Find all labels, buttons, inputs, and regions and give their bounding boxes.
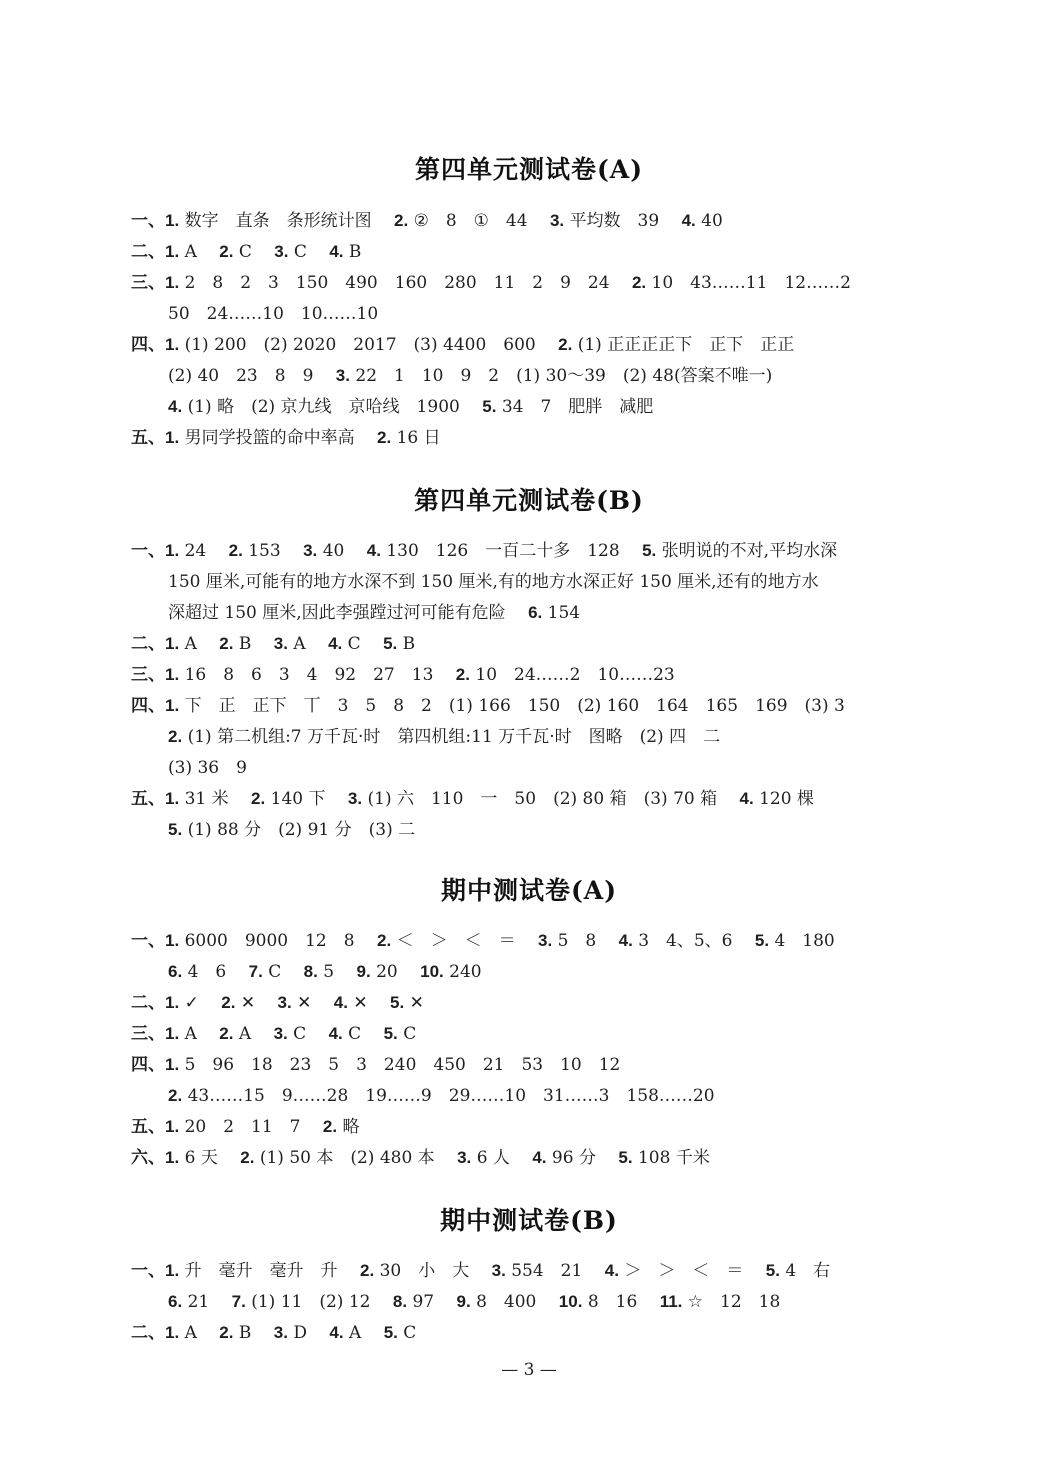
section-title: 期中测试卷(A) bbox=[440, 876, 618, 905]
question-number: 2. bbox=[360, 1261, 375, 1280]
answer-text: 22 1 10 9 2 (1) 30～39 (2) 48(答案不唯一) bbox=[355, 366, 773, 386]
part-label: 三、 bbox=[131, 1024, 165, 1044]
answer-text: B bbox=[238, 634, 252, 654]
question-number: 1. bbox=[165, 1117, 180, 1136]
section-title: 第四单元测试卷(A) bbox=[414, 155, 644, 184]
question-number: 4. bbox=[532, 1148, 547, 1167]
answer-line bbox=[131, 1322, 416, 1344]
section-title: 第四单元测试卷(B) bbox=[414, 486, 644, 515]
question-number: 8. bbox=[303, 962, 318, 981]
question-number: 1. bbox=[165, 1261, 180, 1280]
part-label: 五、 bbox=[131, 428, 165, 448]
answer-text: C bbox=[293, 242, 307, 262]
question-number: 1. bbox=[165, 1055, 180, 1074]
answer-text: 50 24……10 10……10 bbox=[168, 304, 379, 324]
answer-text: C bbox=[238, 242, 252, 262]
question-number: 2. bbox=[221, 993, 236, 1012]
part-label: 一、 bbox=[131, 931, 165, 951]
part-label: 六、 bbox=[131, 1148, 165, 1168]
question-number: 1. bbox=[165, 428, 180, 447]
question-number: 1. bbox=[165, 665, 180, 684]
question-number: 2. bbox=[228, 541, 243, 560]
question-number: 4. bbox=[328, 634, 343, 653]
question-number: 4. bbox=[739, 789, 754, 808]
answer-text: 平均数 39 bbox=[569, 211, 660, 231]
question-number: 2. bbox=[558, 335, 573, 354]
answer-line bbox=[168, 303, 378, 325]
part-label: 二、 bbox=[131, 634, 165, 654]
answer-text: 140 下 bbox=[270, 789, 326, 809]
question-number: 2. bbox=[251, 789, 266, 808]
answer-text: 20 2 11 7 bbox=[184, 1117, 301, 1137]
answer-text: 21 bbox=[187, 1292, 210, 1312]
question-number: 5. bbox=[168, 820, 183, 839]
answer-text: ✕ bbox=[353, 993, 368, 1013]
answer-text: A bbox=[293, 634, 306, 654]
question-number: 1. bbox=[165, 993, 180, 1012]
answer-text: (1) 六 110 一 50 (2) 80 箱 (3) 70 箱 bbox=[367, 789, 718, 809]
answer-text: 16 8 6 3 4 92 27 13 bbox=[184, 665, 434, 685]
answer-text: (1) 88 分 (2) 91 分 (3) 二 bbox=[187, 820, 416, 840]
answer-text: A bbox=[349, 1323, 362, 1343]
question-number: 5. bbox=[390, 993, 405, 1012]
question-number: 1. bbox=[165, 242, 180, 261]
answer-text: ② 8 ① 44 bbox=[413, 211, 528, 231]
answer-line bbox=[131, 210, 723, 232]
answer-line bbox=[131, 1116, 360, 1138]
part-label: 三、 bbox=[131, 665, 165, 685]
answer-text: ✕ bbox=[240, 993, 256, 1013]
answer-text: 30 小 大 bbox=[379, 1261, 470, 1281]
question-number: 2. bbox=[455, 665, 470, 684]
question-number: 7. bbox=[248, 962, 263, 981]
question-number: 2. bbox=[376, 931, 392, 950]
answer-text: (3) 36 9 bbox=[168, 758, 247, 778]
answer-text: 554 21 bbox=[511, 1261, 583, 1281]
question-number: 6. bbox=[168, 962, 183, 981]
answer-line bbox=[131, 427, 441, 449]
question-number: 5. bbox=[383, 1024, 398, 1043]
question-number: 1. bbox=[165, 634, 180, 653]
answer-text: (1) 正正正正下 正下 正正 bbox=[577, 335, 795, 355]
answer-text: 153 bbox=[248, 541, 281, 561]
answer-text: 16 日 bbox=[396, 428, 441, 448]
question-number: 3. bbox=[273, 634, 288, 653]
answer-text: 4 180 bbox=[774, 931, 835, 951]
answer-text: 张明说的不对,平均水深 bbox=[661, 541, 838, 561]
answer-text: 8 16 bbox=[587, 1292, 638, 1312]
answer-text: C bbox=[403, 1024, 417, 1044]
question-number: 1. bbox=[165, 931, 180, 950]
question-number: 4. bbox=[328, 1024, 343, 1043]
part-label: 一、 bbox=[131, 211, 165, 231]
answer-text: B bbox=[348, 242, 362, 262]
question-number: 7. bbox=[231, 1292, 246, 1311]
answer-text: 8 400 bbox=[476, 1292, 537, 1312]
answer-line bbox=[131, 695, 845, 717]
question-number: 4. bbox=[681, 211, 696, 230]
part-label: 一、 bbox=[131, 541, 165, 561]
question-number: 4. bbox=[168, 397, 183, 416]
question-number: 1. bbox=[165, 1323, 180, 1342]
question-number: 2. bbox=[377, 428, 392, 447]
part-label: 二、 bbox=[131, 1323, 165, 1343]
answer-text: 154 bbox=[547, 603, 581, 623]
question-number: 3. bbox=[274, 242, 289, 261]
question-number: 3. bbox=[303, 541, 318, 560]
question-number: 2. bbox=[219, 634, 234, 653]
answer-text: 3 4、5、6 bbox=[638, 931, 733, 951]
question-number: 10. bbox=[420, 962, 444, 981]
answer-text: 20 bbox=[376, 962, 398, 982]
answer-text: 34 7 肥胖 减肥 bbox=[501, 397, 654, 417]
question-number: 10. bbox=[558, 1292, 583, 1311]
part-label: 二、 bbox=[131, 993, 165, 1013]
answer-text: A bbox=[184, 634, 197, 654]
answer-text: 43……15 9……28 19……9 29……10 31……3 158……20 bbox=[187, 1086, 715, 1106]
answer-text: 120 棵 bbox=[759, 789, 814, 809]
answer-text: 5 8 bbox=[557, 931, 597, 951]
question-number: 1. bbox=[165, 696, 180, 715]
question-number: 3. bbox=[347, 789, 363, 808]
answer-text: ✕ bbox=[297, 993, 312, 1013]
answer-text: ✓ bbox=[184, 993, 199, 1013]
answer-text: ☆ 12 18 bbox=[687, 1292, 781, 1312]
answer-text: (1) 200 (2) 2020 2017 (3) 4400 600 bbox=[184, 335, 536, 355]
answer-text: (2) 40 23 8 9 bbox=[168, 366, 314, 386]
answer-text: 深超过 150 厘米,因此李强蹚过河可能有危险 bbox=[168, 603, 506, 623]
answer-line bbox=[131, 930, 835, 952]
answer-text: C bbox=[268, 962, 282, 982]
answer-line bbox=[131, 272, 851, 294]
question-number: 5. bbox=[482, 397, 497, 416]
answer-text: B bbox=[238, 1323, 252, 1343]
answer-line bbox=[168, 1291, 780, 1313]
question-number: 4. bbox=[333, 993, 348, 1012]
answer-line bbox=[168, 819, 415, 841]
answer-text: C bbox=[293, 1024, 307, 1044]
answer-text: 96 分 bbox=[551, 1148, 596, 1168]
section-title: 期中测试卷(B) bbox=[440, 1206, 618, 1235]
answer-line bbox=[131, 664, 675, 686]
answer-text: (1) 11 (2) 12 bbox=[251, 1292, 371, 1312]
answer-text: 数字 直条 条形统计图 bbox=[184, 211, 372, 231]
answer-text: ＜ ＞ ＜ ＝ bbox=[396, 931, 516, 951]
question-number: 8. bbox=[392, 1292, 408, 1311]
question-number: 3. bbox=[549, 211, 565, 230]
question-number: 4. bbox=[604, 1261, 619, 1280]
part-label: 五、 bbox=[131, 1117, 165, 1137]
question-number: 1. bbox=[165, 789, 180, 808]
answer-text: 4 右 bbox=[785, 1261, 831, 1281]
part-label: 五、 bbox=[131, 789, 165, 809]
part-label: 四、 bbox=[131, 335, 165, 355]
question-number: 5. bbox=[754, 931, 770, 950]
answer-text: A bbox=[238, 1024, 252, 1044]
answer-line bbox=[131, 1147, 710, 1169]
question-number: 1. bbox=[165, 211, 180, 230]
question-number: 2. bbox=[394, 211, 409, 230]
answer-text: 5 96 18 23 5 3 240 450 21 53 10 12 bbox=[184, 1055, 621, 1075]
answer-text: D bbox=[293, 1323, 308, 1343]
question-number: 5. bbox=[383, 1323, 398, 1342]
answer-text: B bbox=[402, 634, 416, 654]
question-number: 2. bbox=[168, 1086, 183, 1105]
answer-text: ✕ bbox=[409, 993, 424, 1013]
question-number: 5. bbox=[765, 1261, 780, 1280]
page-number: — 3 — bbox=[501, 1360, 557, 1380]
question-number: 2. bbox=[631, 273, 647, 292]
answer-line bbox=[131, 633, 415, 655]
answer-text: 97 bbox=[412, 1292, 435, 1312]
answer-line bbox=[168, 365, 772, 387]
question-number: 4. bbox=[366, 541, 381, 560]
answer-text: 130 126 一百二十多 128 bbox=[386, 541, 620, 561]
question-number: 3. bbox=[537, 931, 553, 950]
answer-text: 2 8 2 3 150 490 160 280 11 2 9 24 bbox=[184, 273, 610, 293]
question-number: 2. bbox=[219, 242, 234, 261]
answer-line bbox=[131, 788, 814, 810]
answer-text: 5 bbox=[323, 962, 335, 982]
question-number: 5. bbox=[383, 634, 398, 653]
answer-line bbox=[168, 396, 653, 418]
answer-text: A bbox=[184, 1024, 197, 1044]
answer-text: 6000 9000 12 8 bbox=[184, 931, 355, 951]
answer-line bbox=[131, 1260, 830, 1282]
question-number: 3. bbox=[273, 1024, 288, 1043]
answer-line bbox=[168, 961, 482, 983]
question-number: 1. bbox=[165, 1024, 180, 1043]
question-number: 1. bbox=[165, 335, 180, 354]
answer-line bbox=[131, 992, 424, 1014]
answer-text: 男同学投篮的命中率高 bbox=[184, 428, 355, 448]
answer-text: (1) 第二机组:7 万千瓦·时 第四机组:11 万千瓦·时 图略 (2) 四 二 bbox=[187, 727, 721, 747]
question-number: 3. bbox=[457, 1148, 472, 1167]
question-number: 5. bbox=[642, 541, 657, 560]
answer-text: A bbox=[184, 1323, 197, 1343]
answer-line bbox=[131, 334, 794, 356]
answer-line bbox=[131, 1054, 620, 1076]
answer-text: 下 正 正下 丅 3 5 8 2 (1) 166 150 (2) 160 164 165 169 (3) 3 bbox=[184, 696, 845, 716]
answer-line bbox=[131, 540, 837, 562]
question-number: 3. bbox=[273, 1323, 288, 1342]
answer-text: 40 bbox=[701, 211, 723, 231]
answer-text: 10 43……11 12……2 bbox=[651, 273, 851, 293]
answer-text: 31 米 bbox=[184, 789, 229, 809]
question-number: 2. bbox=[240, 1148, 255, 1167]
question-number: 3. bbox=[335, 366, 350, 385]
part-label: 一、 bbox=[131, 1261, 165, 1281]
answer-text: C bbox=[403, 1323, 417, 1343]
answer-text: 240 bbox=[449, 962, 482, 982]
question-number: 4. bbox=[618, 931, 633, 950]
question-number: 2. bbox=[219, 1024, 234, 1043]
question-number: 5. bbox=[618, 1148, 633, 1167]
question-number: 1. bbox=[165, 1148, 180, 1167]
answer-text: (1) 略 (2) 京九线 京哈线 1900 bbox=[187, 397, 460, 417]
question-number: 2. bbox=[168, 727, 183, 746]
answer-line bbox=[168, 571, 819, 593]
answer-text: 108 千米 bbox=[637, 1148, 710, 1168]
answer-line bbox=[168, 1085, 715, 1107]
answer-text: C bbox=[348, 1024, 362, 1044]
answer-text: 40 bbox=[322, 541, 345, 561]
answer-text: (1) 50 本 (2) 480 本 bbox=[259, 1148, 435, 1168]
question-number: 4. bbox=[329, 1323, 344, 1342]
answer-text: 150 厘米,可能有的地方水深不到 150 厘米,有的地方水深正好 150 厘米,还有的地方水 bbox=[168, 572, 819, 592]
answer-line bbox=[168, 602, 580, 624]
question-number: 2. bbox=[322, 1117, 338, 1136]
part-label: 四、 bbox=[131, 696, 165, 716]
answer-text: 6 人 bbox=[476, 1148, 510, 1168]
answer-text: 10 24……2 10……23 bbox=[475, 665, 675, 685]
answer-text: C bbox=[347, 634, 361, 654]
question-number: 3. bbox=[277, 993, 292, 1012]
question-number: 3. bbox=[491, 1261, 506, 1280]
answer-line bbox=[131, 1023, 416, 1045]
answer-text: A bbox=[184, 242, 197, 262]
answer-text: ＞ ＞ ＜ ＝ bbox=[624, 1261, 744, 1281]
answer-text: 略 bbox=[342, 1117, 360, 1137]
question-number: 4. bbox=[329, 242, 344, 261]
question-number: 11. bbox=[659, 1292, 683, 1311]
answer-text: 升 毫升 毫升 升 bbox=[184, 1261, 338, 1281]
part-label: 二、 bbox=[131, 242, 165, 262]
question-number: 9. bbox=[456, 1292, 471, 1311]
part-label: 四、 bbox=[131, 1055, 165, 1075]
question-number: 6. bbox=[168, 1292, 183, 1311]
answer-text: 4 6 bbox=[187, 962, 227, 982]
answer-line bbox=[131, 241, 361, 263]
answer-text: 24 bbox=[184, 541, 207, 561]
question-number: 6. bbox=[528, 603, 543, 622]
question-number: 1. bbox=[165, 273, 180, 292]
part-label: 三、 bbox=[131, 273, 165, 293]
answer-line bbox=[168, 757, 247, 779]
answer-text: 6 天 bbox=[184, 1148, 218, 1168]
question-number: 2. bbox=[219, 1323, 234, 1342]
question-number: 9. bbox=[356, 962, 371, 981]
question-number: 1. bbox=[165, 541, 180, 560]
answer-line bbox=[168, 726, 720, 748]
